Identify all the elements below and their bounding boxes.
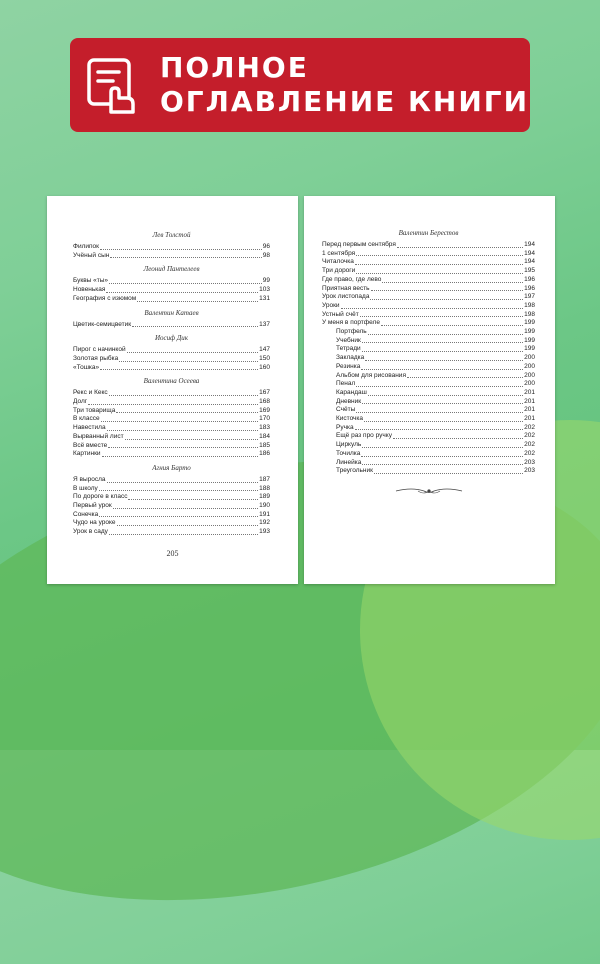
toc-entry-title: Треугольник [336, 467, 373, 475]
banner-title-line2: ОГЛАВЛЕНИЕ КНИГИ [160, 85, 530, 118]
leader-dots [100, 243, 262, 250]
leader-dots [362, 398, 523, 405]
toc-entry-title: Карандаш [336, 388, 367, 396]
toc-entry-page: 203 [524, 458, 535, 466]
toc-entry [73, 528, 270, 537]
leader-dots [361, 363, 523, 370]
toc-entry-title: В классе [73, 415, 100, 423]
promo-banner [70, 38, 530, 132]
toc-entry-page: 170 [259, 415, 270, 423]
leader-dots [137, 295, 258, 302]
leader-dots [110, 252, 261, 259]
toc-entry [73, 493, 270, 502]
toc-entry-page: 203 [524, 467, 535, 475]
toc-entry-title: Закладка [336, 354, 365, 362]
toc-entry [322, 328, 535, 337]
toc-entry-page: 191 [259, 510, 270, 518]
toc-entry-page: 190 [259, 502, 270, 510]
leader-dots [127, 346, 259, 353]
leader-dots [364, 415, 523, 422]
leader-dots [102, 450, 259, 457]
toc-entry-page: 192 [259, 519, 270, 527]
toc-entry [322, 311, 535, 320]
toc-entry-title: Навестила [73, 424, 106, 432]
toc-entry-page: 160 [259, 363, 270, 371]
toc-entry-page: 99 [262, 277, 270, 285]
toc-entry-title: Новенькая [73, 286, 106, 294]
toc-entry-page: 193 [259, 528, 270, 536]
toc-entry-title: Урок листопада [322, 293, 370, 301]
toc-entry-page: 202 [524, 449, 535, 457]
toc-entry-page: 96 [262, 243, 270, 250]
toc-entry [322, 389, 535, 398]
leader-dots [356, 250, 523, 257]
leader-dots [382, 276, 523, 283]
right-page [304, 196, 555, 584]
toc-entry [322, 467, 535, 476]
toc-entry-title: Первый урок [73, 502, 112, 510]
toc-entry-page: 147 [259, 346, 270, 354]
toc-entry [73, 476, 270, 485]
toc-entry-title: Пирог с начинкой [73, 346, 126, 354]
leader-dots [107, 476, 259, 483]
toc-entry-title: Урок в саду [73, 528, 108, 536]
toc-entry-title: Рекс и Кекс [73, 389, 108, 397]
leader-dots [362, 441, 523, 448]
toc-entry-title: Картинки [73, 450, 101, 458]
toc-entry-page: 194 [524, 241, 535, 248]
leader-dots [109, 528, 258, 535]
toc-entry-title: «Тошка» [73, 363, 100, 371]
toc-entry [322, 276, 535, 285]
toc-entry-title: Кисточка [336, 415, 364, 423]
touch-document-icon [70, 38, 154, 132]
leader-dots [109, 277, 262, 284]
leader-dots [356, 406, 523, 413]
leader-dots [125, 433, 259, 440]
toc-entry [322, 250, 535, 259]
toc-entry-page: 199 [524, 336, 535, 344]
toc-entry-page: 198 [524, 301, 535, 309]
toc-entry-title: Читалочка [322, 258, 354, 266]
toc-entry-page: 199 [524, 328, 535, 336]
toc-entry-title: Три дороги [322, 267, 356, 275]
leader-dots [360, 311, 523, 318]
toc-entry [73, 243, 270, 252]
toc-entry-title: 1 сентября [322, 249, 356, 257]
toc-entry-title: Сонечка [73, 510, 99, 518]
leader-dots [107, 424, 259, 431]
leader-dots [362, 337, 523, 344]
toc-entry-page: 199 [524, 319, 535, 327]
toc-entry-page: 167 [259, 389, 270, 397]
toc-entry-title: В школу [73, 484, 98, 492]
leader-dots [393, 432, 523, 439]
toc-entry-title: Где право, где лево [322, 275, 382, 283]
leader-dots [341, 302, 524, 309]
leader-dots [119, 355, 258, 362]
leader-dots [362, 459, 523, 466]
toc-entry-page: 197 [524, 293, 535, 301]
toc-entry-page: 202 [524, 432, 535, 440]
toc-entry-page: 198 [524, 310, 535, 318]
toc-entry-page: 185 [259, 441, 270, 449]
leader-dots [101, 415, 259, 422]
leader-dots [355, 424, 524, 431]
toc-entry-page: 98 [262, 251, 270, 259]
toc-entry [73, 286, 270, 295]
toc-entry-page: 201 [524, 397, 535, 405]
toc-entry-title: Уроки [322, 301, 340, 309]
toc-entry [73, 519, 270, 528]
toc-entry [322, 285, 535, 294]
toc-entry-title: Цветик-семицветик [73, 320, 132, 328]
leader-dots [116, 407, 258, 414]
toc-entry [322, 267, 535, 276]
toc-entry-page: 131 [259, 294, 270, 302]
toc-entry-page: 195 [524, 267, 535, 275]
toc-entry-title: Золотая рыбка [73, 354, 119, 362]
author-heading: Агния Барто [152, 463, 191, 472]
toc-entry-title: По дороге в класс [73, 493, 128, 501]
toc-entry-title: Ручка [336, 423, 354, 431]
toc-entry-page: 201 [524, 415, 535, 423]
toc-entry [322, 441, 535, 450]
toc-entry-title: Альбом для рисования [336, 371, 406, 379]
author-heading: Леонид Пантелеев [143, 265, 200, 274]
toc-entry-page: 169 [259, 406, 270, 414]
toc-right [322, 224, 535, 501]
toc-entry-page: 201 [524, 406, 535, 414]
toc-entry [322, 363, 535, 372]
toc-entry-page: 168 [259, 398, 270, 406]
toc-entry [73, 364, 270, 373]
leader-dots [361, 450, 523, 457]
toc-entry-title: Учёный сын [73, 251, 110, 259]
toc-left [73, 226, 270, 537]
toc-entry [73, 511, 270, 520]
banner-title-line1: ПОЛНОЕ [160, 51, 309, 84]
toc-entry-title: Счёты [336, 406, 356, 414]
leader-dots [381, 319, 523, 326]
leader-dots [368, 389, 523, 396]
toc-entry-page: 196 [524, 275, 535, 283]
toc-entry-title: Портфель [336, 328, 367, 336]
toc-entry-page: 202 [524, 423, 535, 431]
toc-entry [322, 406, 535, 415]
toc-entry-page: 184 [259, 432, 270, 440]
toc-entry-page: 199 [524, 345, 535, 353]
author-heading: Валентина Осеева [143, 377, 200, 386]
toc-entry-title: Долг [73, 398, 88, 406]
page-number: 205 [166, 549, 179, 558]
banner-title [160, 51, 529, 119]
toc-entry-title: Линейка [336, 458, 362, 466]
leader-dots [106, 286, 258, 293]
toc-entry [73, 433, 270, 442]
toc-entry-page: 186 [259, 450, 270, 458]
author-heading: Валентин Катаев [144, 308, 199, 317]
toc-entry-page: 150 [259, 354, 270, 362]
toc-entry-title: Ещё раз про ручку [336, 432, 392, 440]
toc-entry [322, 450, 535, 459]
author-heading: Иосиф Дик [154, 334, 189, 343]
toc-entry [73, 398, 270, 407]
leader-dots [407, 372, 523, 379]
leader-dots [356, 267, 523, 274]
toc-entry-title: Устный счёт [322, 310, 359, 318]
leader-dots [117, 519, 259, 526]
leader-dots [365, 354, 523, 361]
toc-entry [73, 355, 270, 364]
leader-dots [371, 285, 524, 292]
toc-entry [73, 424, 270, 433]
toc-entry [322, 398, 535, 407]
toc-entry [322, 345, 535, 354]
author-heading: Лев Толстой [152, 231, 191, 239]
toc-entry-title: Перед первым сентября [322, 241, 396, 248]
toc-entry-title: Тетради [336, 345, 361, 353]
toc-entry [73, 485, 270, 494]
toc-entry [73, 415, 270, 424]
leader-dots [362, 345, 524, 352]
toc-entry [73, 502, 270, 511]
leader-dots [397, 241, 523, 248]
toc-entry [322, 372, 535, 381]
toc-entry-page: 200 [524, 380, 535, 388]
toc-entry-page: 200 [524, 371, 535, 379]
toc-entry [73, 277, 270, 286]
toc-entry [73, 321, 270, 330]
toc-entry-page: 196 [524, 284, 535, 292]
leader-dots [88, 398, 258, 405]
leader-dots [356, 380, 523, 387]
toc-entry [73, 295, 270, 304]
toc-entry-title: Филипок [73, 243, 99, 250]
toc-entry-title: Циркуль [336, 441, 362, 449]
leader-dots [108, 442, 258, 449]
toc-entry-title: Дневник [336, 397, 362, 405]
toc-entry-title: Чудо на уроке [73, 519, 116, 527]
toc-entry [322, 302, 535, 311]
toc-entry [322, 415, 535, 424]
toc-entry [322, 459, 535, 468]
toc-entry-page: 202 [524, 441, 535, 449]
book-spread [47, 196, 555, 584]
leader-dots [132, 321, 258, 328]
decorative-flourish-icon [322, 483, 535, 501]
leader-dots [374, 467, 523, 474]
toc-entry [322, 432, 535, 441]
toc-entry [322, 319, 535, 328]
toc-entry [322, 354, 535, 363]
toc-entry-title: Пенал [336, 380, 356, 388]
toc-entry-page: 103 [259, 286, 270, 294]
toc-entry-page: 201 [524, 388, 535, 396]
toc-entry-title: Я выросла [73, 475, 106, 483]
toc-entry-page: 183 [259, 424, 270, 432]
toc-entry [322, 293, 535, 302]
toc-entry [73, 252, 270, 261]
toc-entry-title: Точилка [336, 449, 361, 457]
toc-entry [322, 380, 535, 389]
toc-entry-title: Резинка [336, 362, 361, 370]
toc-entry [73, 442, 270, 451]
leader-dots [113, 502, 258, 509]
toc-entry [322, 424, 535, 433]
toc-entry-page: 188 [259, 484, 270, 492]
toc-entry-page: 200 [524, 362, 535, 370]
leader-dots [368, 328, 523, 335]
toc-entry-page: 137 [259, 320, 270, 328]
left-page [47, 196, 298, 584]
toc-entry-page: 194 [524, 249, 535, 257]
toc-entry-title: Три товарища [73, 406, 116, 414]
toc-entry [73, 346, 270, 355]
toc-entry [322, 337, 535, 346]
leader-dots [370, 293, 523, 300]
toc-entry-title: Приятная весть [322, 284, 370, 292]
toc-entry-title: Всё вместе [73, 441, 108, 449]
leader-dots [99, 511, 258, 518]
leader-dots [128, 493, 258, 500]
toc-entry-title: Вырванный лист [73, 432, 124, 440]
toc-entry-title: У меня в портфеле [322, 319, 380, 327]
toc-entry-title: География с изюмом [73, 294, 137, 302]
toc-entry-title: Буквы «ты» [73, 277, 109, 285]
toc-entry [322, 258, 535, 267]
toc-entry [73, 450, 270, 459]
toc-entry-page: 200 [524, 354, 535, 362]
leader-dots [355, 258, 523, 265]
toc-entry [73, 407, 270, 416]
leader-dots [109, 389, 258, 396]
toc-entry [322, 241, 535, 250]
toc-entry-title: Учебник [336, 336, 361, 344]
author-heading: Валентин Берестов [398, 229, 459, 237]
leader-dots [100, 364, 258, 371]
toc-entry-page: 194 [524, 258, 535, 266]
toc-entry-page: 187 [259, 475, 270, 483]
toc-entry-page: 189 [259, 493, 270, 501]
toc-entry [73, 389, 270, 398]
leader-dots [99, 485, 258, 492]
